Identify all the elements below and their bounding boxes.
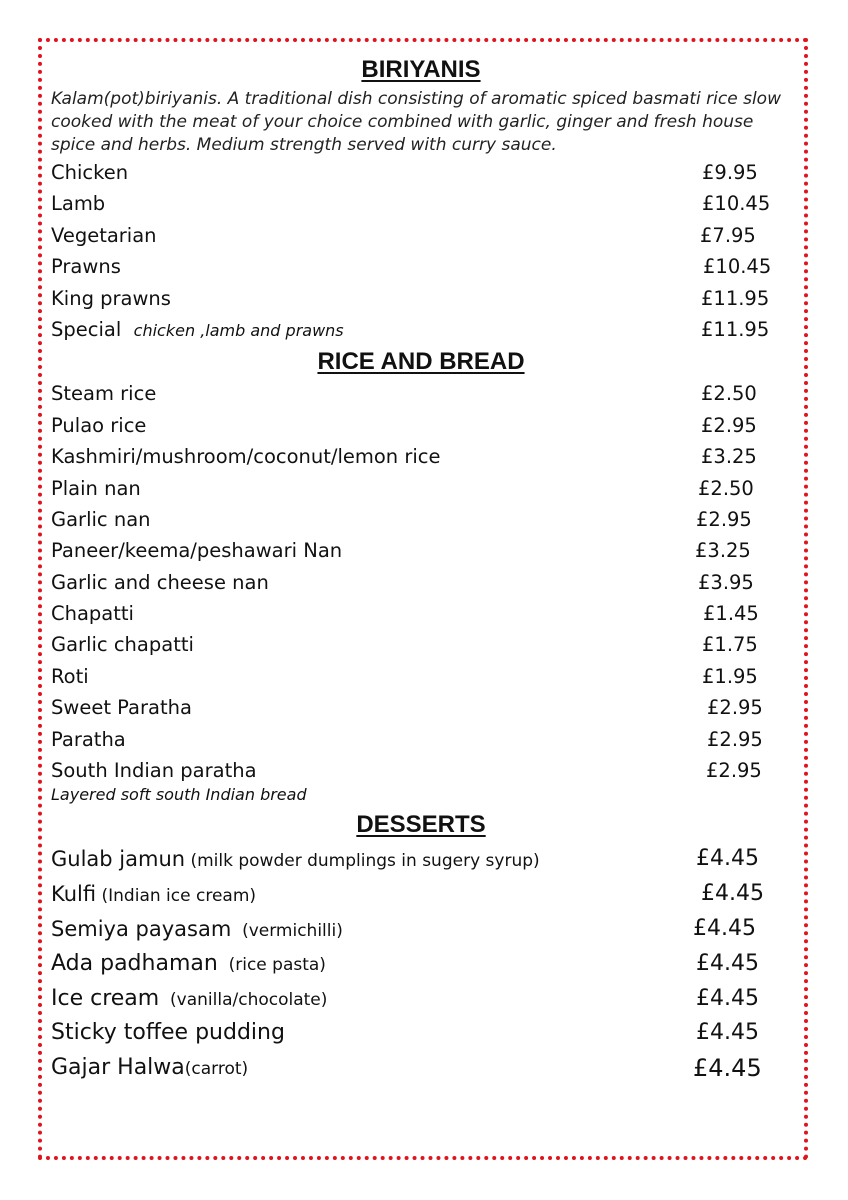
item-name <box>51 1051 248 1087</box>
item-subtext: chicken ,lamb and prawns <box>133 320 344 340</box>
item-name-text: Special <box>51 317 122 341</box>
item-name: Roti <box>51 664 89 688</box>
item-name: Prawns <box>51 255 121 279</box>
desserts-section <box>51 811 791 1086</box>
item-name <box>51 1016 285 1052</box>
menu-item <box>51 220 791 251</box>
item-name: Pulao rice <box>51 413 147 437</box>
item-name-text: Gulab jamun <box>51 847 186 872</box>
item-name: Sweet Paratha <box>51 696 192 720</box>
item-price: £4.45 <box>693 916 756 942</box>
item-name: Plain nan <box>51 476 141 500</box>
item-name <box>51 842 540 879</box>
item-name: Garlic and cheese nan <box>51 570 269 594</box>
menu-item <box>51 473 791 504</box>
item-price: £1.45 <box>703 602 759 626</box>
menu-item <box>51 598 791 629</box>
rice-bread-heading: RICE AND BREAD <box>317 348 525 376</box>
menu-item <box>51 157 791 188</box>
item-description: (carrot) <box>184 1059 249 1080</box>
menu-item <box>51 692 791 723</box>
item-name-text: Semiya payasam <box>51 917 232 942</box>
menu-item <box>51 535 791 566</box>
item-price: £2.95 <box>701 413 757 437</box>
item-price: £4.45 <box>701 881 764 907</box>
item-price: £2.95 <box>707 696 763 720</box>
item-description: (rice pasta) <box>217 954 326 975</box>
item-name <box>51 947 326 983</box>
menu-item <box>51 567 791 598</box>
item-name: Paratha <box>51 727 126 751</box>
item-price: £4.45 <box>696 985 759 1011</box>
item-name <box>51 877 256 914</box>
item-description: (milk powder dumplings in sugery syrup) <box>185 851 540 872</box>
item-name: Kashmiri/mushroom/coconut/lemon rice <box>51 445 441 469</box>
item-price: £2.50 <box>701 382 757 406</box>
item-price: £4.45 <box>696 846 759 872</box>
item-name: Lamb <box>51 192 106 216</box>
menu-item <box>51 982 791 1017</box>
item-price: £3.25 <box>701 445 757 469</box>
item-price: £3.25 <box>695 539 751 563</box>
item-price: £3.95 <box>698 570 754 594</box>
item-name-text: Gajar Halwa <box>51 1055 185 1081</box>
menu-item <box>51 661 791 692</box>
menu-item <box>51 755 791 786</box>
menu-item <box>51 1051 791 1086</box>
menu-item <box>51 251 791 282</box>
item-price: £10.45 <box>702 192 771 216</box>
menu-item <box>51 314 791 345</box>
item-price: £4.45 <box>696 950 759 976</box>
paratha-note: Layered soft south Indian bread <box>51 785 307 805</box>
item-price: £2.50 <box>698 476 754 500</box>
menu-item <box>51 1016 791 1051</box>
item-price: £2.95 <box>706 759 762 783</box>
item-name <box>51 982 327 1018</box>
item-name: Garlic chapatti <box>51 633 194 657</box>
item-price: £2.95 <box>696 507 752 531</box>
item-price: £1.95 <box>702 664 758 688</box>
menu-item <box>51 441 791 472</box>
menu-item <box>51 947 791 982</box>
item-name <box>51 912 343 949</box>
item-price: £10.45 <box>703 255 772 279</box>
menu-item <box>51 629 791 660</box>
menu-item <box>51 504 791 535</box>
item-name: Chapatti <box>51 602 134 626</box>
item-name <box>51 314 344 346</box>
item-description: (vanilla/chocolate) <box>159 989 328 1010</box>
item-price: £9.95 <box>702 161 758 184</box>
item-name: Chicken <box>51 161 129 184</box>
menu-item <box>51 724 791 755</box>
item-name: Paneer/keema/peshawari Nan <box>51 539 343 563</box>
item-name-text: Kulfi <box>51 882 97 907</box>
menu-item <box>51 842 791 877</box>
menu-item <box>51 912 791 947</box>
item-name: Garlic nan <box>51 507 151 531</box>
item-name-text: Ice cream <box>51 985 160 1011</box>
item-name-text: Sticky toffee pudding <box>51 1020 285 1046</box>
item-price: £1.75 <box>702 633 758 657</box>
item-price: £2.95 <box>707 727 763 751</box>
menu-item <box>51 188 791 219</box>
biriyanis-intro: Kalam(pot)biriyanis. A traditional dish consisting of aromatic spiced basmati rice slow cooked with the meat of your choice combined with garlic, ginger and fresh house spice and herbs. Medium strength served with curry sauce. <box>51 89 781 155</box>
item-name: King prawns <box>51 286 171 310</box>
menu-item <box>51 410 791 441</box>
menu-page <box>51 56 791 1086</box>
menu-item <box>51 283 791 314</box>
item-price: £7.95 <box>700 223 756 247</box>
item-price: £4.45 <box>696 1020 759 1046</box>
rice-bread-section <box>51 348 791 806</box>
item-price: £11.95 <box>701 286 770 310</box>
item-description: (Indian ice cream) <box>96 886 257 907</box>
item-price: £4.45 <box>693 1054 762 1083</box>
menu-item <box>51 877 791 912</box>
item-name: Vegetarian <box>51 223 157 247</box>
item-name: South Indian paratha <box>51 759 257 783</box>
item-name-text: Ada padhaman <box>51 950 218 976</box>
item-price: £11.95 <box>701 317 770 341</box>
biriyanis-section <box>51 56 791 345</box>
desserts-heading: DESSERTS <box>356 811 486 839</box>
item-description: (vermichilli) <box>231 921 343 942</box>
item-name: Steam rice <box>51 382 157 406</box>
biriyanis-heading: BIRIYANIS <box>361 56 481 83</box>
menu-item <box>51 378 791 409</box>
